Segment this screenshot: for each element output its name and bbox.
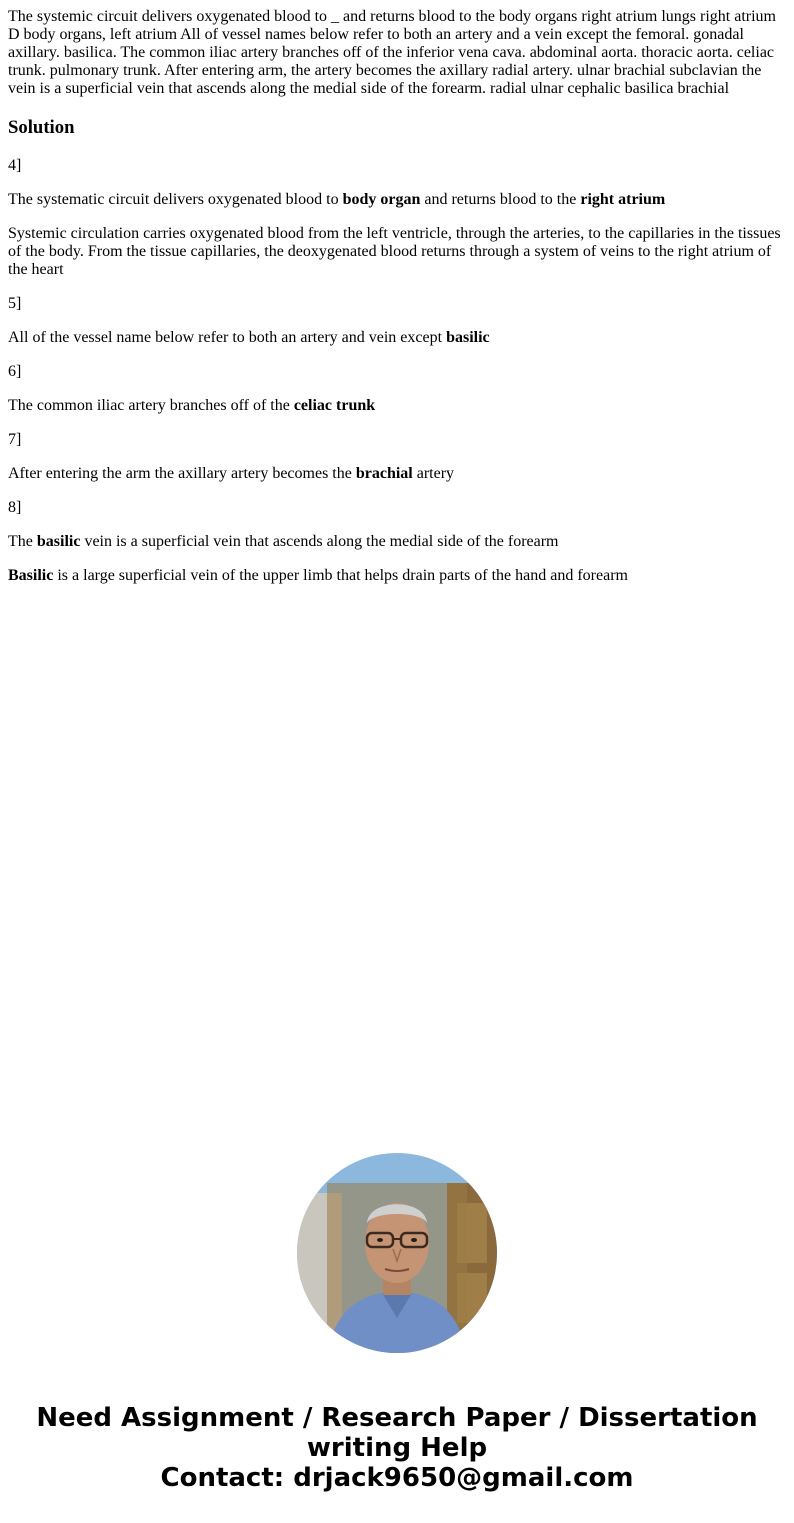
promo-line-1: Need Assignment / Research Paper / Dissertation — [36, 1403, 758, 1433]
answer-6-text — [8, 397, 786, 415]
answer-highlight: body organ — [342, 191, 421, 208]
answer-text-span: The systematic circuit delivers oxygenated blood to — [8, 191, 343, 208]
answer-number-6: 6] — [8, 363, 22, 380]
answer-5-text — [8, 329, 786, 347]
answer-text-span: The common iliac artery branches off of the — [8, 397, 294, 414]
promo-line-2: writing Help — [306, 1433, 488, 1463]
answer-highlight: basilic — [446, 329, 490, 346]
promo-banner — [0, 1403, 794, 1493]
solution-heading: Solution — [8, 117, 75, 138]
answer-text-span: artery — [412, 465, 455, 482]
document-body — [8, 8, 786, 601]
promo-contact: Contact: drjack9650@gmail.com — [160, 1463, 634, 1493]
tutor-avatar — [297, 1153, 497, 1353]
answer-number-7: 7] — [8, 431, 22, 448]
answer-number-5: 5] — [8, 295, 22, 312]
question-text: The systemic circuit delivers oxygenated blood to _ and returns blood to the body organs right atrium lungs right atrium D body organs, left atrium All of vessel names below refer to both an artery and a vein except the femoral. gonadal axillary. basilica. The common iliac artery branches off of the inferior vena cava. abdominal aorta. thoracic aorta. celiac trunk. pulmonary trunk. After entering arm, the artery becomes the axillary radial artery. ulnar brachial subclavian the vein is a superficial vein that ascends along the medial side of the forearm. radial ulnar cephalic basilica brachial — [8, 8, 776, 97]
answer-number-4: 4] — [8, 157, 22, 174]
answer-text-span: The — [8, 533, 37, 550]
answer-4-explanation: Systemic circulation carries oxygenated blood from the left ventricle, through the arteries, to the capillaries in the tissues of the body. From the tissue capillaries, the deoxygenated blood returns through a system of veins to the right atrium of the heart — [8, 225, 781, 278]
tutor-portrait-image — [297, 1153, 497, 1353]
answer-8-text — [8, 533, 786, 551]
answer-text-span: and returns blood to the — [420, 191, 581, 208]
answer-4-text — [8, 191, 786, 209]
answer-text-span: is a large superficial vein of the upper limb that helps drain parts of the hand and forearm — [53, 567, 628, 584]
answer-highlight: Basilic — [8, 567, 54, 584]
answer-highlight: brachial — [355, 465, 413, 482]
answer-text-span: vein is a superficial vein that ascends along the medial side of the forearm — [80, 533, 559, 550]
answer-number-8: 8] — [8, 499, 22, 516]
answer-highlight: basilic — [36, 533, 81, 550]
answer-highlight: right atrium — [580, 191, 666, 208]
answer-highlight: celiac trunk — [293, 397, 376, 414]
answer-text-span: All of the vessel name below refer to both an artery and vein except — [8, 329, 447, 346]
answer-text-span: After entering the arm the axillary artery becomes the — [8, 465, 356, 482]
answer-8-explanation — [8, 567, 786, 585]
answer-7-text — [8, 465, 786, 483]
